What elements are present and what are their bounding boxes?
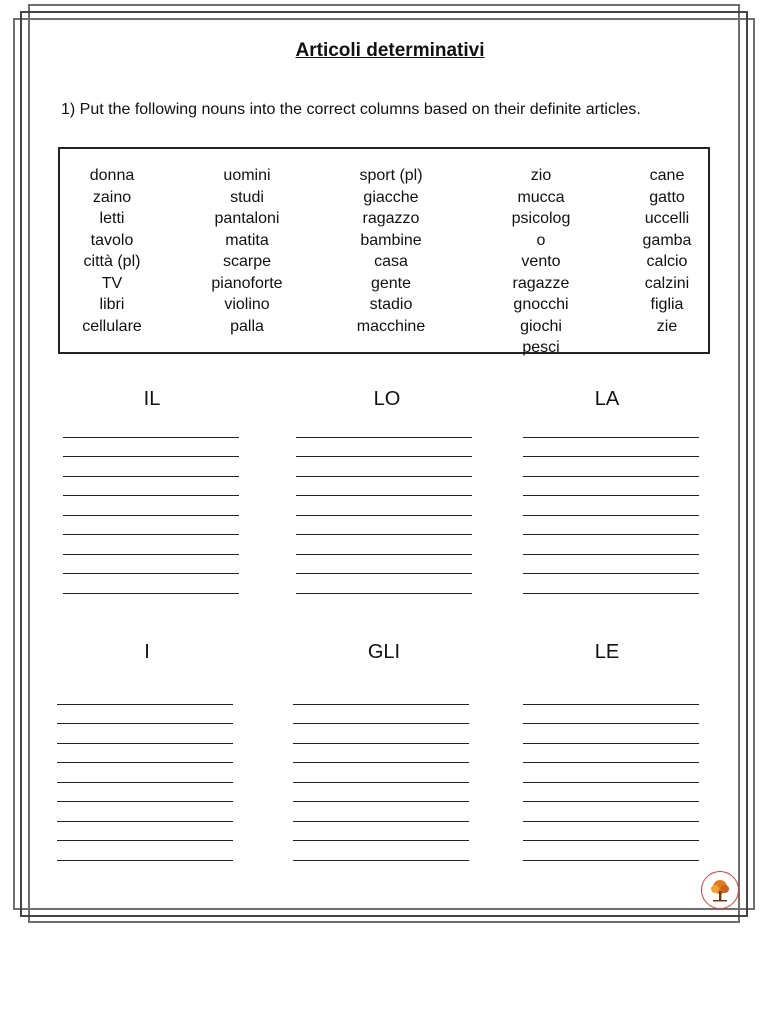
answer-line[interactable] xyxy=(296,574,472,594)
answer-line[interactable] xyxy=(63,496,239,516)
word: studi xyxy=(230,188,264,206)
word: casa xyxy=(374,253,408,270)
answer-line[interactable] xyxy=(523,724,699,744)
word: cane xyxy=(649,167,685,184)
answer-line[interactable] xyxy=(523,418,699,438)
answer-line[interactable] xyxy=(63,438,239,458)
word: gamba xyxy=(642,231,692,249)
answer-lines-la[interactable] xyxy=(523,418,699,594)
word-column-5 xyxy=(634,165,700,337)
word: uccelli xyxy=(644,210,690,227)
word: ragazze xyxy=(512,274,570,292)
answer-line[interactable] xyxy=(63,418,239,438)
answer-line[interactable] xyxy=(523,535,699,555)
word: gatto xyxy=(649,188,685,206)
word: TV xyxy=(101,274,123,292)
answer-lines-lo[interactable] xyxy=(296,418,472,594)
word-column-3 xyxy=(348,165,434,337)
answer-line[interactable] xyxy=(293,822,469,842)
word: macchine xyxy=(356,317,426,335)
word: stadio xyxy=(369,296,413,313)
answer-line[interactable] xyxy=(293,841,469,861)
word-column-1 xyxy=(80,165,144,337)
answer-line[interactable] xyxy=(523,457,699,477)
answer-line[interactable] xyxy=(523,516,699,536)
answer-line[interactable] xyxy=(63,516,239,536)
article-heading-la: LA xyxy=(594,388,620,410)
answer-line[interactable] xyxy=(296,516,472,536)
answer-line[interactable] xyxy=(57,724,233,744)
answer-line[interactable] xyxy=(63,555,239,575)
answer-line[interactable] xyxy=(296,418,472,438)
answer-lines-il[interactable] xyxy=(63,418,239,594)
word: bambine xyxy=(360,231,422,249)
word: pianoforte xyxy=(211,274,283,292)
answer-line[interactable] xyxy=(523,496,699,516)
answer-line[interactable] xyxy=(523,822,699,842)
page-title: Articoli determinativi xyxy=(295,40,485,61)
article-heading-il: IL xyxy=(143,388,161,410)
answer-line[interactable] xyxy=(57,705,233,725)
answer-line[interactable] xyxy=(293,724,469,744)
answer-line[interactable] xyxy=(523,802,699,822)
answer-line[interactable] xyxy=(296,555,472,575)
answer-line[interactable] xyxy=(293,705,469,725)
word: pesci xyxy=(522,339,560,356)
word: figlia xyxy=(650,296,684,313)
word: violino xyxy=(224,296,270,313)
word: sport (pl) xyxy=(359,167,423,184)
answer-line[interactable] xyxy=(523,783,699,803)
word: pantaloni xyxy=(214,210,280,227)
instruction-text: 1) Put the following nouns into the correct columns based on their definite articles. xyxy=(61,101,641,118)
word: letti xyxy=(99,210,125,227)
word: giochi xyxy=(520,317,562,335)
answer-line[interactable] xyxy=(523,438,699,458)
answer-line[interactable] xyxy=(57,783,233,803)
answer-line[interactable] xyxy=(293,802,469,822)
answer-line[interactable] xyxy=(296,457,472,477)
word: zie xyxy=(656,317,678,335)
answer-line[interactable] xyxy=(293,685,469,705)
word: città (pl) xyxy=(83,253,141,270)
article-heading-i: I xyxy=(144,641,150,663)
word: tavolo xyxy=(90,231,134,249)
answer-line[interactable] xyxy=(57,744,233,764)
word: zio xyxy=(530,167,552,184)
word: palla xyxy=(230,317,264,335)
answer-line[interactable] xyxy=(57,763,233,783)
word: matita xyxy=(225,231,269,249)
answer-line[interactable] xyxy=(293,744,469,764)
word: gente xyxy=(370,274,412,292)
word: calzini xyxy=(644,274,690,292)
answer-line[interactable] xyxy=(523,555,699,575)
word: mucca xyxy=(517,188,565,206)
word: ragazzo xyxy=(362,210,420,227)
answer-line[interactable] xyxy=(296,438,472,458)
word: calcio xyxy=(646,253,688,270)
word: donna xyxy=(89,167,135,184)
answer-line[interactable] xyxy=(293,763,469,783)
word: zaino xyxy=(92,188,132,206)
answer-line[interactable] xyxy=(63,477,239,497)
word-column-2 xyxy=(205,165,289,337)
answer-line[interactable] xyxy=(523,705,699,725)
answer-line[interactable] xyxy=(57,802,233,822)
word: o xyxy=(536,231,546,249)
word-column-4 xyxy=(506,165,576,359)
word: gnocchi xyxy=(513,296,569,313)
answer-line[interactable] xyxy=(63,535,239,555)
article-heading-gli: GLI xyxy=(367,641,401,663)
answer-line[interactable] xyxy=(523,763,699,783)
answer-line[interactable] xyxy=(63,574,239,594)
answer-line[interactable] xyxy=(523,744,699,764)
answer-line[interactable] xyxy=(523,574,699,594)
answer-line[interactable] xyxy=(57,822,233,842)
answer-line[interactable] xyxy=(523,477,699,497)
answer-lines-le[interactable] xyxy=(523,685,699,861)
article-heading-lo: LO xyxy=(373,388,401,410)
answer-lines-i[interactable] xyxy=(57,685,233,861)
answer-line[interactable] xyxy=(523,685,699,705)
answer-line[interactable] xyxy=(293,783,469,803)
answer-line[interactable] xyxy=(57,841,233,861)
answer-line[interactable] xyxy=(296,477,472,497)
answer-line[interactable] xyxy=(296,535,472,555)
word-bank xyxy=(58,147,710,354)
answer-line[interactable] xyxy=(63,457,239,477)
word: scarpe xyxy=(222,253,272,270)
answer-line[interactable] xyxy=(296,496,472,516)
word: psicolog xyxy=(511,210,571,227)
word: vento xyxy=(521,253,561,270)
answer-lines-gli[interactable] xyxy=(293,685,469,861)
answer-line[interactable] xyxy=(57,685,233,705)
word: giacche xyxy=(363,188,419,206)
word: libri xyxy=(99,296,125,313)
article-heading-le: LE xyxy=(594,641,620,663)
publisher-logo xyxy=(701,871,739,909)
answer-line[interactable] xyxy=(523,841,699,861)
word: uomini xyxy=(223,167,271,184)
word: cellulare xyxy=(82,317,142,335)
